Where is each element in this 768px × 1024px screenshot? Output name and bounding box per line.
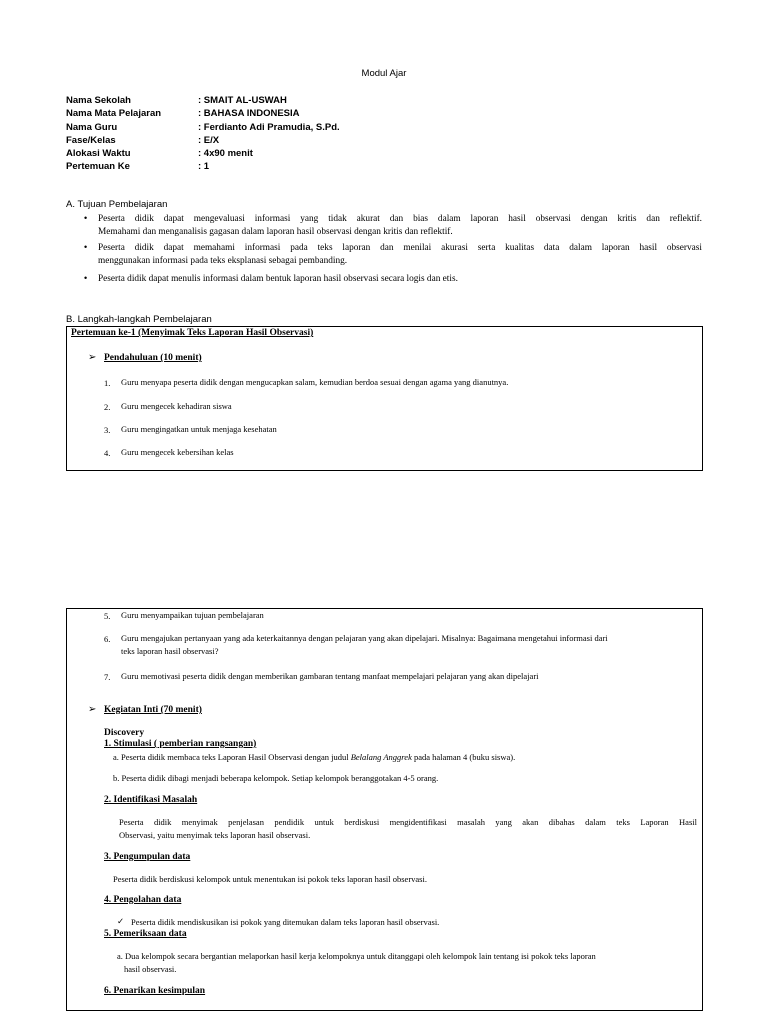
info-label-meeting: Pertemuan Ke [66,161,130,172]
checkmark-icon: ✓ [117,916,125,926]
info-value-time: : 4x90 menit [198,148,253,159]
objective-2-line1: Peserta didik dapat memahami informasi pada teks laporan dan menilai akurasi serta kualitas data dalam laporan hasil observasi [98,243,702,253]
pemeriksaan-heading [104,929,187,939]
step-number: 5. [104,611,111,621]
stimulasi-item-a-pre: a. Peserta didik membaca teks Laporan Hasil Observasi dengan judul [113,752,351,762]
arrow-bullet-icon: ➢ [88,352,97,363]
identifikasi-line1: Peserta didik menyimak penjelasan pendidik untuk berdiskusi mengidentifikasi masalah yang akan dibahas dalam teks Laporan Hasil [119,817,697,827]
objective-3-line1: Peserta didik dapat menulis informasi dalam bentuk laporan hasil observasi secara logis dan etis. [98,274,458,284]
bullet-dot: • [84,242,88,252]
pemeriksaan-line1: a. Dua kelompok secara bergantian melaporkan hasil kerja kelompoknya untuk ditanggapi oleh kelompok lain tentang isi pokok teks laporan [117,951,596,961]
identifikasi-heading-text: 2. Identifikasi Masalah [104,795,198,805]
step-number: 7. [104,672,111,682]
step-text: Guru menyapa peserta didik dengan mengucapkan salam, kemudian berdoa sesuai dengan agama yang dianutnya. [121,377,509,387]
identifikasi-heading [104,795,197,805]
discovery-heading: Discovery [104,728,145,738]
arrow-bullet-icon: ➢ [88,704,97,715]
step-text-line1: Guru mengajukan pertanyaan yang ada keterkaitannya dengan pelajaran yang akan dipelajari. Misalnya: Bagaimana mengetahui informasi dari [121,633,608,643]
section-a-title: A. Tujuan Pembelajaran [66,199,168,210]
book-title: Belalang Anggrek [350,752,412,762]
penarikan-heading-text: 6. Penarikan kesimpulan [104,986,206,996]
info-value-school: : SMAIT AL-USWAH [198,95,287,106]
objective-3 [98,273,702,286]
step-number: 4. [104,448,111,458]
pengumpulan-heading [104,852,190,862]
objective-2-line2: menggunakan informasi pada teks eksplanasi sebagai pembanding. [98,256,348,266]
step-text: Guru mengecek kehadiran siswa [121,401,232,411]
pengumpulan-heading-text: 3. Pengumpulan data [104,852,191,862]
pengolahan-heading-text: 4. Pengolahan data [104,895,182,905]
pengolahan-text: Peserta didik mendiskusikan isi pokok yang ditemukan dalam teks laporan hasil observasi. [131,917,440,927]
info-value-teacher: : Ferdianto Adi Pramudia, S.Pd. [198,122,340,133]
step-number: 2. [104,402,111,412]
step-text [121,632,696,658]
document-title: Modul Ajar [361,68,407,79]
step-text: Guru mengingatkan untuk menjaga kesehatan [121,424,277,434]
step-text: Guru menyampaikan tujuan pembelajaran [121,610,264,620]
meeting-title: Pertemuan ke-1 (Menyimak Teks Laporan Hasil Observasi) [71,328,314,338]
objective-1-line1: Peserta didik dapat mengevaluasi informasi yang tidak akurat dan bias dalam laporan hasil observasi dengan kritis dan reflektif. [98,214,702,224]
stimulasi-item-a [113,751,515,764]
section-b-title: B. Langkah-langkah Pembelajaran [66,314,212,325]
stimulasi-heading [104,739,256,749]
step-number: 1. [104,378,111,388]
info-label-time: Alokasi Waktu [66,148,131,159]
bullet-dot: • [84,213,88,223]
identifikasi-line2: Observasi, yaitu menyimak teks laporan hasil observasi. [119,830,311,840]
identifikasi-text [119,816,697,842]
info-label-school: Nama Sekolah [66,95,131,106]
stimulasi-heading-text: 1. Stimulasi ( pemberian rangsangan) [104,739,257,749]
info-value-meeting: : 1 [198,161,210,172]
penarikan-heading [104,986,205,996]
objective-1 [98,213,702,239]
pengolahan-heading [104,895,181,905]
bullet-dot: • [84,273,88,283]
info-value-phase: : E/X [198,135,220,146]
objective-1-line2: Memahami dan menganalisis gagasan dalam laporan hasil observasi dengan kritis dan reflektif. [98,227,453,237]
kegiatan-inti-heading: Kegiatan Inti (70 menit) [104,705,202,715]
stimulasi-item-a-post: pada halaman 4 (buku siswa). [411,752,516,762]
info-label-phase: Fase/Kelas [66,135,116,146]
step-number: 6. [104,634,111,644]
pemeriksaan-text [117,950,697,976]
pendahuluan-heading: Pendahuluan (10 menit) [104,353,202,363]
step-number: 3. [104,425,111,435]
step-text: Guru mengecek kebersihan kelas [121,447,234,457]
info-value-subject: : BAHASA INDONESIA [198,108,300,119]
step-text: Guru memotivasi peserta didik dengan memberikan gambaran tentang manfaat mempelajari pelajaran yang akan dipelajari [121,671,539,681]
pemeriksaan-heading-text: 5. Pemeriksaan data [104,929,187,939]
step-text-line2: teks laporan hasil observasi? [121,646,219,656]
info-label-subject: Nama Mata Pelajaran [66,108,162,119]
info-label-teacher: Nama Guru [66,122,118,133]
stimulasi-item-b: b. Peserta didik dibagi menjadi beberapa kelompok. Setiap kelompok beranggotakan 4-5 orang. [113,773,439,783]
objective-2 [98,242,702,268]
pengumpulan-text: Peserta didik berdiskusi kelompok untuk menentukan isi pokok teks laporan hasil observasi. [113,874,427,884]
pemeriksaan-line2: hasil observasi. [124,964,177,974]
